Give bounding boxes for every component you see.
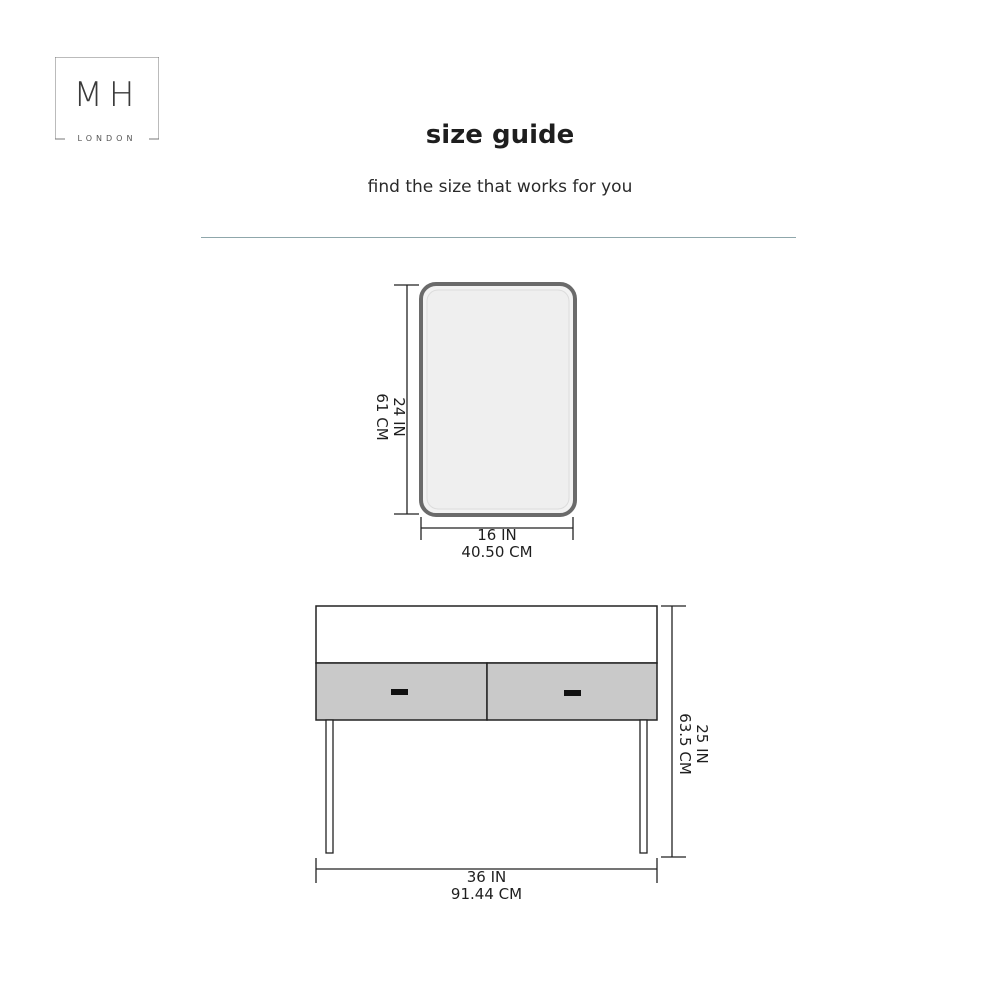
mirror-height-in: 24 IN (390, 397, 408, 437)
mirror-glass (427, 290, 569, 509)
console-drawing (316, 606, 657, 853)
console-leg-left (326, 720, 333, 853)
drawer-left-handle (391, 689, 408, 695)
logo-subtitle: LONDON (55, 134, 159, 143)
mirror-drawing (421, 284, 575, 515)
console-width-in: 36 IN (466, 868, 507, 886)
console-height-cm: 63.5 CM (676, 713, 694, 775)
console-width-label (316, 869, 657, 903)
console-width-cm: 91.44 CM (450, 885, 523, 903)
logo-mark: MH (73, 75, 141, 115)
console-height-in: 25 IN (693, 724, 711, 764)
page-subtitle: find the size that works for you (367, 177, 633, 197)
mirror-width-in: 16 IN (477, 526, 517, 544)
page-title: size guide (425, 120, 575, 150)
mirror-height-label (373, 357, 407, 477)
console-leg-right (640, 720, 647, 853)
mirror-width-label (421, 527, 573, 561)
mirror-height-cm: 61 CM (373, 393, 391, 441)
drawer-right-handle (564, 690, 581, 696)
console-height-label (676, 684, 710, 804)
mirror-width-cm: 40.50 CM (461, 543, 533, 561)
console-top (316, 606, 657, 663)
